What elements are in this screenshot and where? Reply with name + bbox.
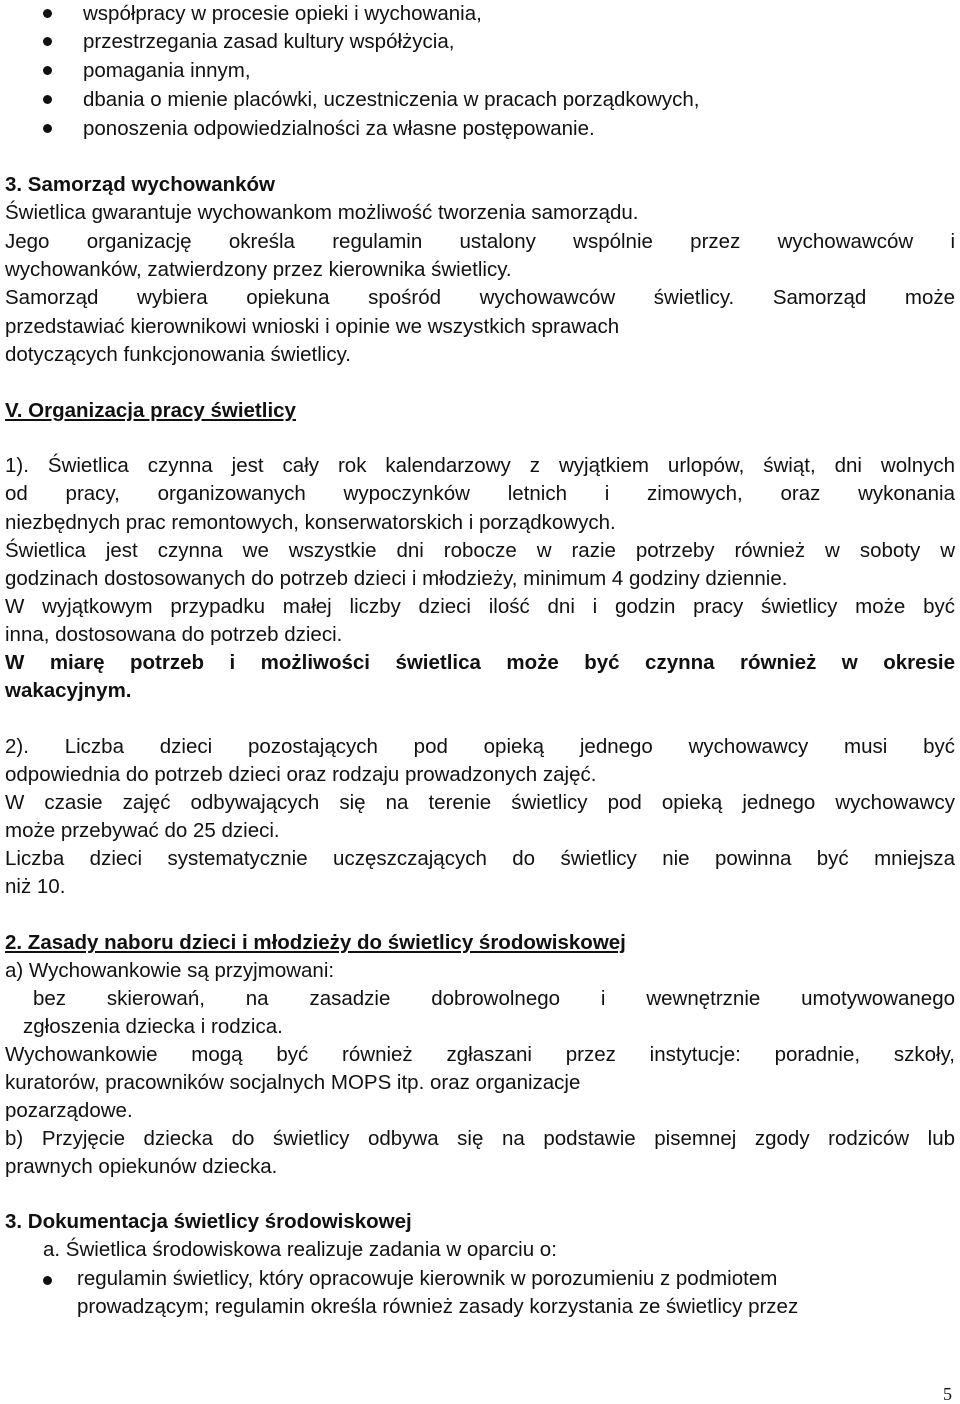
paragraph-line: a) Wychowankowie są przyjmowani:	[5, 959, 335, 982]
section-heading: 3. Dokumentacja świetlicy środowiskowej	[5, 1210, 412, 1233]
paragraph-line: W czasie zajęć odbywających się na terenie świetlicy pod opieką jednego wychowawcy	[5, 791, 955, 814]
paragraph-line: od pracy, organizowanych wypoczynków letnich i zimowych, oraz wykonania	[5, 482, 955, 505]
bullet-icon	[43, 1276, 52, 1285]
paragraph-line: niż 10.	[5, 875, 66, 898]
list-item: regulamin świetlicy, który opracowuje kierownik w porozumieniu z podmiotem	[77, 1267, 778, 1290]
paragraph-line-bold: wakacyjnym.	[5, 679, 132, 702]
bullet-icon	[43, 95, 52, 104]
list-item: dbania o mienie placówki, uczestniczenia w pracach porządkowych,	[83, 88, 700, 111]
paragraph-line: Samorząd wybiera opiekuna spośród wychowawców świetlicy. Samorząd może	[5, 286, 955, 309]
paragraph-line: bez skierowań, na zasadzie dobrowolnego i wewnętrznie umotywowanego	[33, 987, 955, 1010]
list-item: pomagania innym,	[83, 59, 251, 82]
paragraph-line: 2). Liczba dzieci pozostających pod opieką jednego wychowawcy musi być	[5, 735, 955, 758]
paragraph-line: może przebywać do 25 dzieci.	[5, 819, 280, 842]
paragraph-line: kuratorów, pracowników socjalnych MOPS itp. oraz organizacje	[5, 1071, 581, 1094]
paragraph-line: inna, dostosowana do potrzeb dzieci.	[5, 623, 343, 646]
paragraph-line: Świetlica gwarantuje wychowankom możliwość tworzenia samorządu.	[5, 201, 639, 224]
paragraph-line: Liczba dzieci systematycznie uczęszczających do świetlicy nie powinna być mniejsza	[5, 847, 955, 870]
paragraph-line: W wyjątkowym przypadku małej liczby dzieci ilość dni i godzin pracy świetlicy może być	[5, 595, 955, 618]
page-number: 5	[943, 1384, 952, 1404]
paragraph-line: Jego organizację określa regulamin ustalony wspólnie przez wychowawców i	[5, 230, 955, 253]
paragraph-line: b) Przyjęcie dziecka do świetlicy odbywa się na podstawie pisemnej zgody rodziców lub	[5, 1127, 955, 1150]
paragraph-line: Świetlica jest czynna we wszystkie dni robocze w razie potrzeby również w soboty w	[5, 539, 955, 562]
paragraph-line: niezbędnych prac remontowych, konserwatorskich i porządkowych.	[5, 511, 616, 534]
section-heading: 3. Samorząd wychowanków	[5, 173, 275, 196]
paragraph-line: wychowanków, zatwierdzony przez kierownika świetlicy.	[5, 258, 512, 281]
paragraph-line: dotyczących funkcjonowania świetlicy.	[5, 343, 351, 366]
list-item: współpracy w procesie opieki i wychowania,	[83, 2, 482, 25]
bullet-icon	[43, 37, 52, 46]
list-item: prowadzącym; regulamin określa również zasady korzystania ze świetlicy przez	[77, 1295, 799, 1318]
paragraph-line: Wychowankowie mogą być również zgłaszani przez instytucje: poradnie, szkoły,	[5, 1043, 955, 1066]
paragraph-line: odpowiednia do potrzeb dzieci oraz rodzaju prowadzonych zajęć.	[5, 763, 597, 786]
list-item: przestrzegania zasad kultury współżycia,	[83, 30, 455, 53]
list-item: ponoszenia odpowiedzialności za własne postępowanie.	[83, 117, 595, 140]
section-heading: 2. Zasady naboru dzieci i młodzieży do świetlicy środowiskowej	[5, 931, 626, 954]
paragraph-line: a. Świetlica środowiskowa realizuje zadania w oparciu o:	[43, 1238, 557, 1261]
bullet-icon	[43, 9, 52, 18]
chapter-heading: V. Organizacja pracy świetlicy	[5, 399, 296, 422]
paragraph-line: 1). Świetlica czynna jest cały rok kalendarzowy z wyjątkiem urlopów, świąt, dni wolnych	[5, 454, 955, 477]
paragraph-line: zgłoszenia dziecka i rodzica.	[23, 1015, 283, 1038]
paragraph-line-bold: W miarę potrzeb i możliwości świetlica może być czynna również w okresie	[5, 651, 955, 674]
paragraph-line: przedstawiać kierownikowi wnioski i opinie we wszystkich sprawach	[5, 315, 620, 338]
bullet-icon	[43, 124, 52, 133]
paragraph-line: pozarządowe.	[5, 1099, 133, 1122]
paragraph-line: godzinach dostosowanych do potrzeb dzieci i młodzieży, minimum 4 godziny dziennie.	[5, 567, 788, 590]
bullet-icon	[43, 66, 52, 75]
paragraph-line: prawnych opiekunów dziecka.	[5, 1155, 278, 1178]
